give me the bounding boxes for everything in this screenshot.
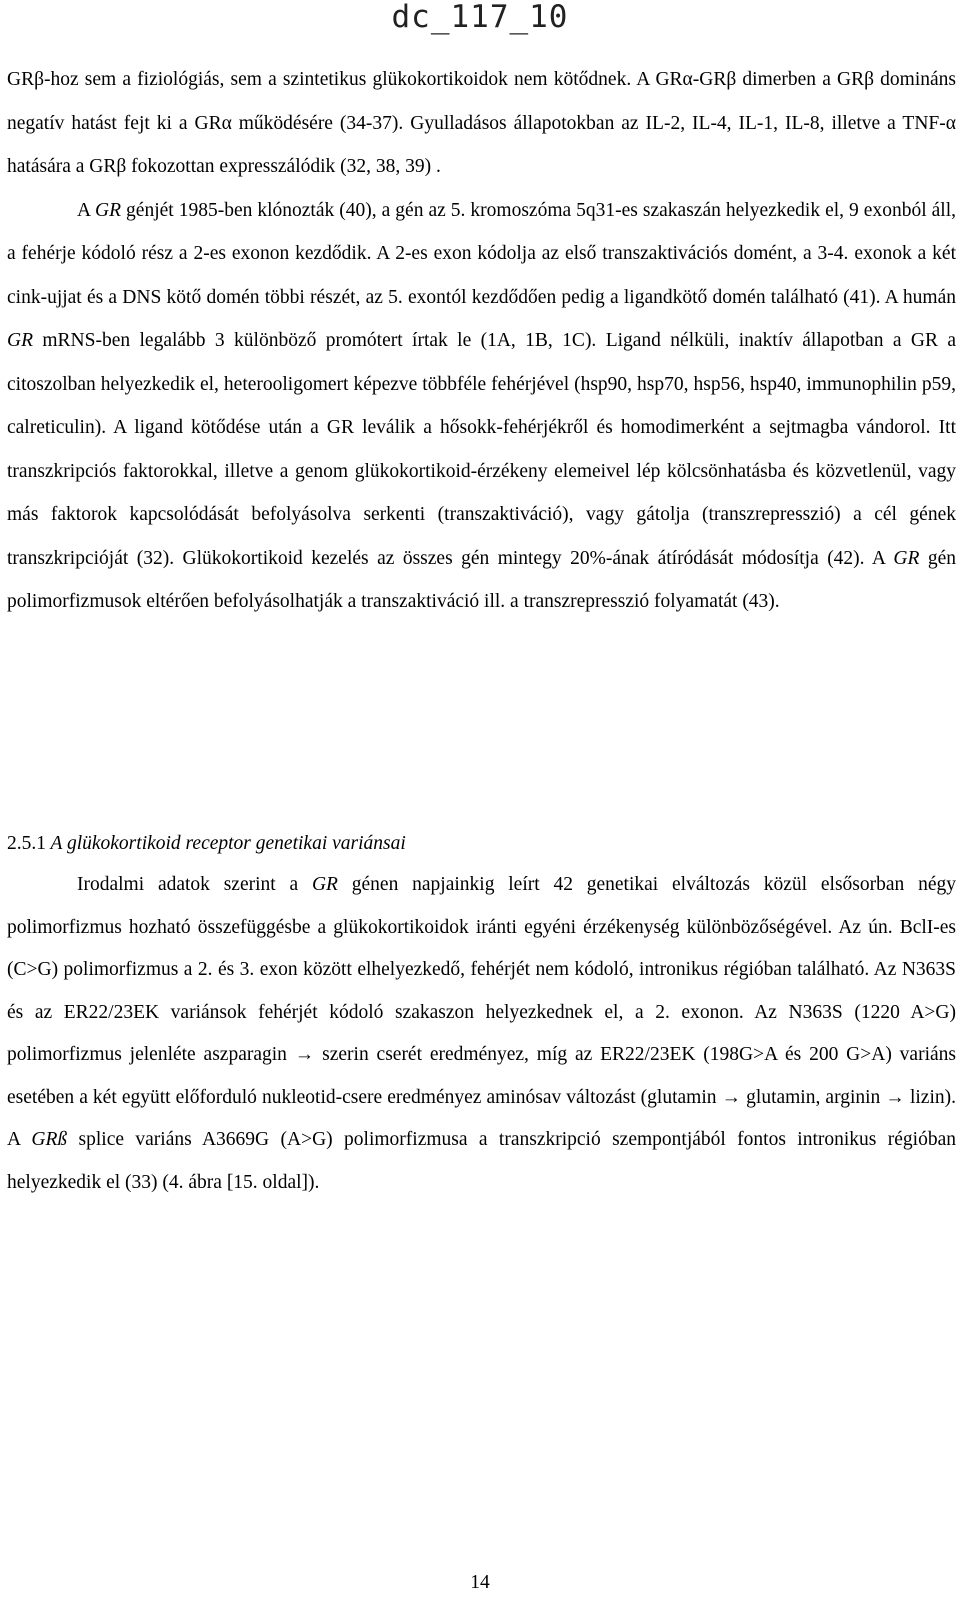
text-run: gén polimorfizmusok eltérően befolyásolhatják a transzaktiváció ill. a transzrepresszió folyamatát (43). (7, 547, 956, 612)
gene-symbol: GR (311, 874, 338, 895)
section-number: 2.5.1 (7, 833, 46, 854)
text-run: splice variáns A3669G (A>G) polimorfizmusa a transzkripció szempontjából fontos intronikus régióban helyezkedik el (33) (4. ábra [15. oldal]). (7, 1129, 956, 1193)
text-run: génen napjainkig leírt 42 genetikai elváltozás közül elsősorban négy polimorfizmus hozható összefüggésbe a glükokortikoidok iránti egyéni érzékenység különbözőségével. Az ún. BclI-es (C>G) polimorfizmus a 2. és 3. exon között elhelyezkedő, fehérjét nem kódoló, intronikus régióban található. Az N363S és az ER22/23EK variánsok fehérjét kódoló szakaszon helyezkednek el, a 2. exonon. Az N363S (1220 A>G) polimorfizmus jelenléte aszparagin → szerin cserét eredményez, míg az ER22/23EK (198G>A és 200 G>A) variáns esetében a két együtt előforduló nukleotid-csere eredményez aminósav változást (glutamin → glutamin, arginin → lizin). A (7, 874, 956, 1150)
gene-symbol: GR (7, 330, 33, 351)
body-text (7, 58, 956, 624)
section-heading (7, 824, 406, 864)
paragraph-gr-gene (7, 189, 956, 624)
text-run: génjét 1985-ben klónozták (40), a gén az 5. kromoszóma 5q31-es szakaszán helyezkedik el, 9 exonból áll, a fehérje kódoló rész a 2-es exonon kezdődik. A 2-es exon kódolja az első transzaktivációs domént, a 3-4. exonok a két cink-ujjat és a DNS kötő domén többi részét, az 5. exontól kezdődően pedig a ligandkötő domén található (41). A humán (7, 199, 956, 308)
gene-symbol: GR (893, 547, 920, 569)
paragraph-grbeta: GRβ-hoz sem a fiziológiás, sem a szintetikus glükokortikoidok nem kötődnek. A GRα-GRβ dimerben a GRβ domináns negatív hatást fejt ki a GRα működésére (34-37). Gyulladásos állapotokban az IL-2, IL-4, IL-1, IL-8, illetve a TNF-α hatására a GRβ fokozottan expresszálódik (32, 38, 39) . (7, 69, 956, 177)
text-run: mRNS-ben legalább 3 különböző promótert írtak le (1A, 1B, 1C). Ligand nélküli, inaktív állapotban a GR a citoszolban helyezkedik el, heterooligomert képezve többféle fehérjével (hsp90, hsp70, hsp56, hsp40, immunophilin p59, calreticulin). A ligand kötődése után a GR leválik a hősokk-fehérjékről és homodimerként a sejtmagba vándorol. Itt transzkripciós faktorokkal, illetve a genom glükokortikoid-érzékeny elemeivel lép kölcsönhatásba és közvetlenül, vagy más faktorok kapcsolódását befolyásolva serkenti (transzaktiváció), vagy gátolja (transzrepresszió) a cél gének transzkripcióját (32). Glükokortikoid kezelés az összes gén mintegy 20%-ának átíródását módosítja (42). A (7, 330, 956, 569)
text-run: A (77, 199, 96, 221)
body-text-variants (7, 864, 956, 1204)
gene-symbol: GR (95, 199, 122, 221)
gene-symbol: GRß (31, 1129, 68, 1150)
paragraph-variants (7, 864, 956, 1204)
text-run: Irodalmi adatok szerint a (77, 874, 312, 895)
watermark-code: dc_117_10 (391, 0, 569, 35)
section-title: A glükokortikoid receptor genetikai variánsai (46, 833, 406, 854)
page-number: 14 (470, 1572, 490, 1593)
